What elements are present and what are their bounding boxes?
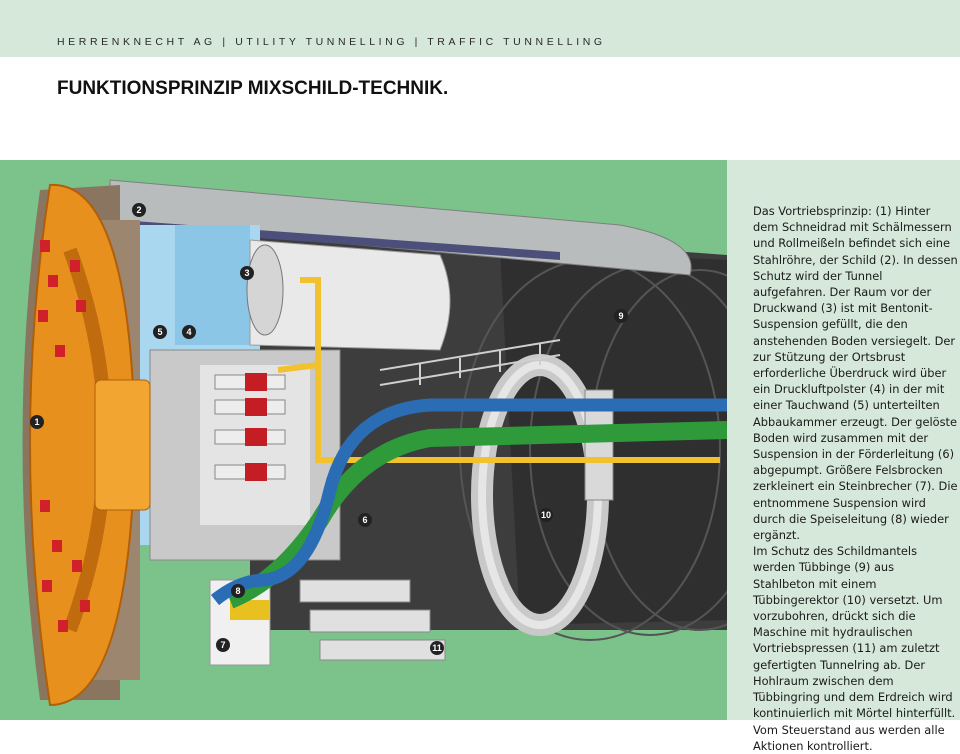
- svg-text:3: 3: [244, 268, 250, 278]
- callout-9: [614, 309, 628, 323]
- callout-10: [539, 508, 553, 522]
- description-panel: [727, 160, 960, 753]
- callout-4: [182, 325, 196, 339]
- callout-8: [231, 584, 245, 598]
- tbm-illustration: [0, 160, 727, 720]
- company-line: HERRENKNECHT AG | UTILITY TUNNELLING | TRAFFIC TUNNELLING: [57, 36, 606, 48]
- tbm-cutaway-drawing: [0, 160, 727, 720]
- svg-text:10: 10: [540, 510, 552, 520]
- page-title: FUNKTIONSPRINZIP MIXSCHILD-TECHNIK.: [57, 78, 449, 99]
- callout-11: [430, 641, 444, 655]
- svg-text:8: 8: [235, 586, 241, 596]
- callout-3: [240, 266, 254, 280]
- callout-5: [153, 325, 167, 339]
- svg-text:5: 5: [157, 327, 163, 337]
- svg-text:4: 4: [186, 327, 192, 337]
- description-text: Das Vortriebsprinzip: (1) Hinter dem Schneidrad mit Schälmessern und Rollmeißeln befindet sich eine Stahlröhre, der Schild (2). In dessen Schutz wird der Tunnel aufgefahren. Der Raum vor der Druckwand (3) ist mit Bentonit-Suspension gefüllt, die den anstehenden Boden versiegelt. Der zur Stützung der Ortsbrust erforderliche Überdruck wird über ein Druckluftpolster (4) in der mit einer Tauchwand (5) unterteilten Abbaukammer erzeugt. Der gelöste Boden wird zusammen mit der Suspension in der Förderleitung (6) abgepumpt. Größere Felsbrocken zerkleinert ein Steinbrecher (7). Die entnommene Suspension wird durch die Speiseleitung (8) wieder ergänzt. Im Schutz des Schildmantels werden Tübbinge (9) aus Stahlbeton mit einem Tübbingerektor (10) versetzt. Um vorzubohren, drückt sich die Maschine mit hydraulischen Vortriebspressen (11) am zuletzt gefertigten Tunnelring ab. Der Hohlraum zwischen dem Tübbingring und dem Erdreich wird kontinuierlich mit Mörtel hinterfüllt. Vom Steuerstand aus werden alle Aktionen kontrolliert.: [753, 204, 958, 753]
- svg-text:7: 7: [220, 640, 226, 650]
- svg-text:2: 2: [136, 205, 142, 215]
- callout-6: [358, 513, 372, 527]
- callout-1: [30, 415, 44, 429]
- svg-text:11: 11: [432, 643, 442, 653]
- svg-text:6: 6: [362, 515, 368, 525]
- svg-text:9: 9: [618, 311, 624, 321]
- svg-text:1: 1: [34, 417, 40, 427]
- callout-7: [216, 638, 230, 652]
- header-band: [0, 0, 960, 57]
- callout-2: [132, 203, 146, 217]
